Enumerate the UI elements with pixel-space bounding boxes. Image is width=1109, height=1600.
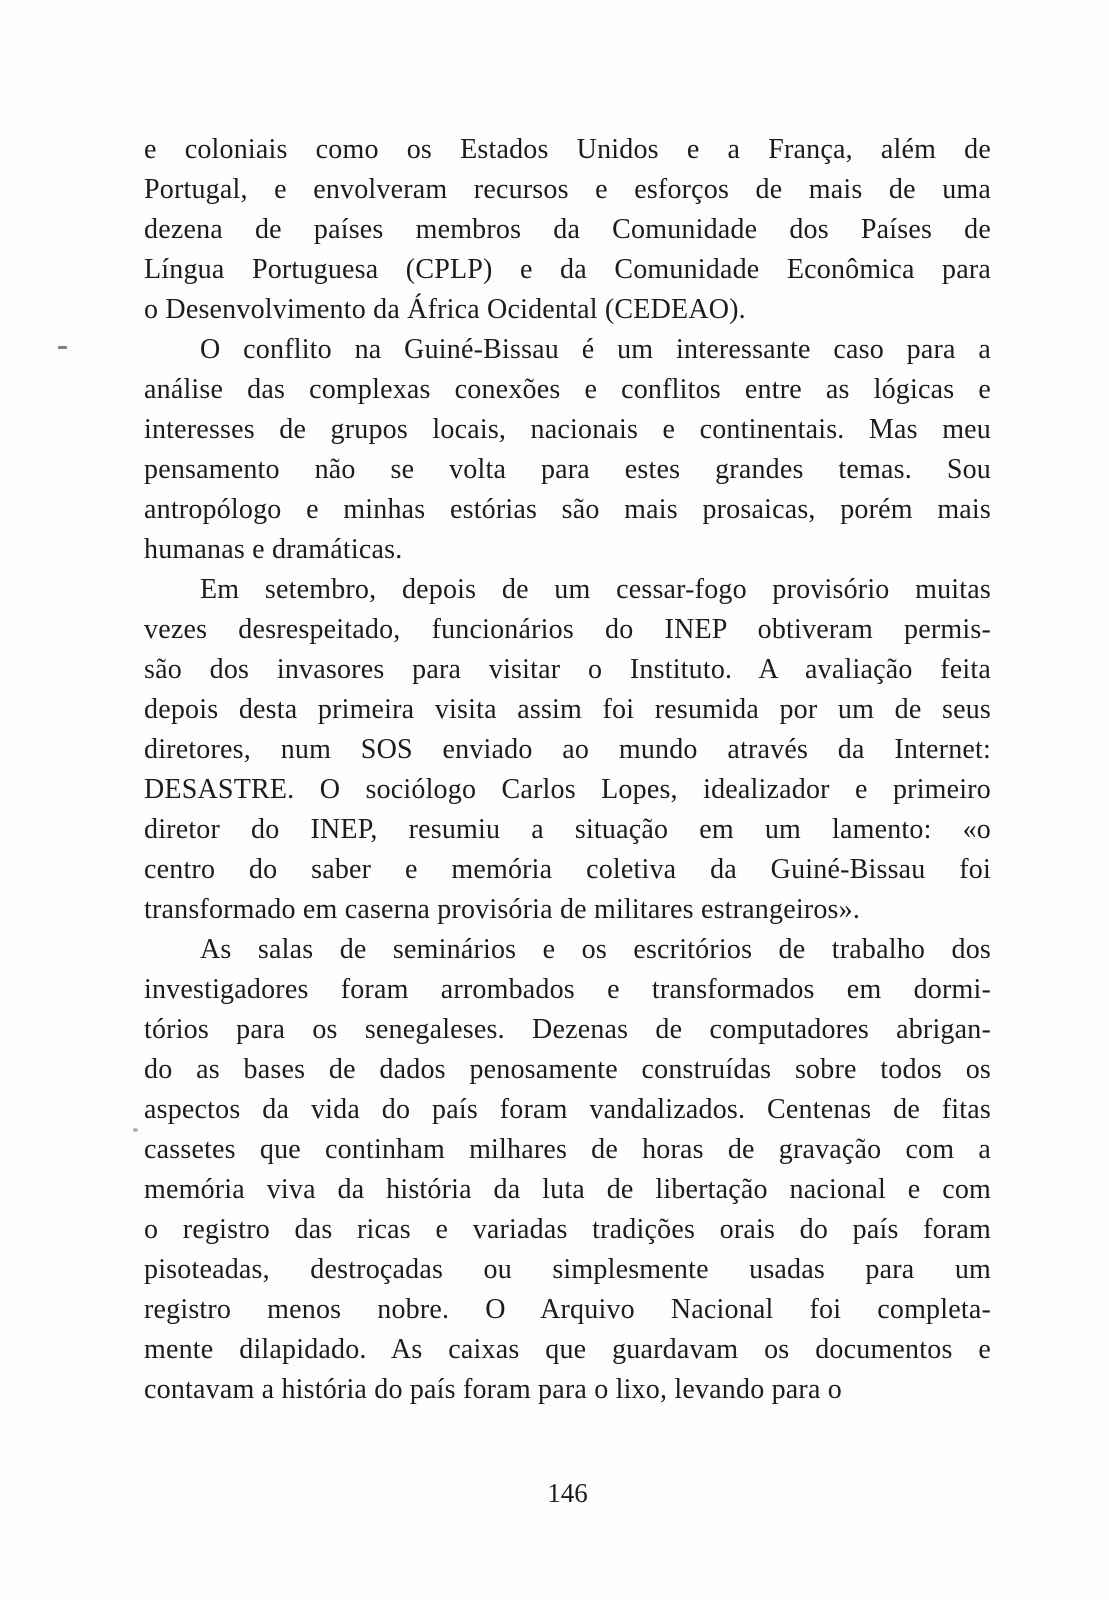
paragraph — [144, 330, 991, 570]
text-line: e coloniais como os Estados Unidos e a França, além de — [144, 134, 991, 165]
text-line: As salas de seminários e os escritórios de trabalho dos — [200, 934, 991, 965]
text-line: Portugal, e envolveram recursos e esforços de mais de uma — [144, 174, 991, 205]
paragraph — [144, 570, 991, 930]
text-line: interesses de grupos locais, nacionais e continentais. Mas meu — [144, 414, 991, 445]
text-line: pisoteadas, destroçadas ou simplesmente usadas para um — [144, 1254, 991, 1285]
text-line: aspectos da vida do país foram vandalizados. Centenas de fitas — [144, 1094, 991, 1125]
text-line: tórios para os senegaleses. Dezenas de computadores abrigan- — [144, 1014, 991, 1045]
text-line: investigadores foram arrombados e transformados em dormi- — [144, 974, 991, 1005]
text-line: do as bases de dados penosamente construídas sobre todos os — [144, 1054, 991, 1085]
text-line: mente dilapidado. As caixas que guardavam os documentos e — [144, 1334, 991, 1365]
text-line: análise das complexas conexões e conflitos entre as lógicas e — [144, 374, 991, 405]
text-line: depois desta primeira visita assim foi resumida por um de seus — [144, 694, 991, 725]
text-line: contavam a história do país foram para o lixo, levando para o — [144, 1374, 842, 1405]
text-line: vezes desrespeitado, funcionários do INEP obtiveram permis- — [144, 614, 991, 645]
text-line: transformado em caserna provisória de militares estrangeiros». — [144, 894, 861, 925]
paragraph — [144, 130, 991, 330]
text-line: O conflito na Guiné-Bissau é um interessante caso para a — [200, 334, 991, 365]
text-line: DESASTRE. O sociólogo Carlos Lopes, idealizador e primeiro — [144, 774, 991, 805]
text-line: humanas e dramáticas. — [144, 534, 403, 565]
page-number: 146 — [547, 1478, 588, 1508]
text-line: diretor do INEP, resumiu a situação em um lamento: «o — [144, 814, 991, 845]
text-line: são dos invasores para visitar o Instituto. A avaliação feita — [144, 654, 991, 685]
text-line: antropólogo e minhas estórias são mais prosaicas, porém mais — [144, 494, 991, 525]
scan-artifact — [58, 346, 67, 349]
body-text — [144, 130, 991, 1410]
text-line: diretores, num SOS enviado ao mundo através da Internet: — [144, 734, 991, 765]
text-line: pensamento não se volta para estes grandes temas. Sou — [144, 454, 991, 485]
text-line: Língua Portuguesa (CPLP) e da Comunidade Econômica para — [144, 254, 991, 285]
text-line: cassetes que continham milhares de horas de gravação com a — [144, 1134, 991, 1165]
scan-artifact — [133, 1128, 138, 1132]
text-line: dezena de países membros da Comunidade dos Países de — [144, 214, 991, 245]
paragraph — [144, 930, 991, 1410]
text-line: o Desenvolvimento da África Ocidental (CEDEAO). — [144, 294, 746, 325]
text-line: registro menos nobre. O Arquivo Nacional foi completa- — [144, 1294, 991, 1325]
text-line: centro do saber e memória coletiva da Guiné-Bissau foi — [144, 854, 991, 885]
text-line: memória viva da história da luta de libertação nacional e com — [144, 1174, 991, 1205]
text-line: Em setembro, depois de um cessar-fogo provisório muitas — [200, 574, 991, 605]
text-line: o registro das ricas e variadas tradições orais do país foram — [144, 1214, 991, 1245]
